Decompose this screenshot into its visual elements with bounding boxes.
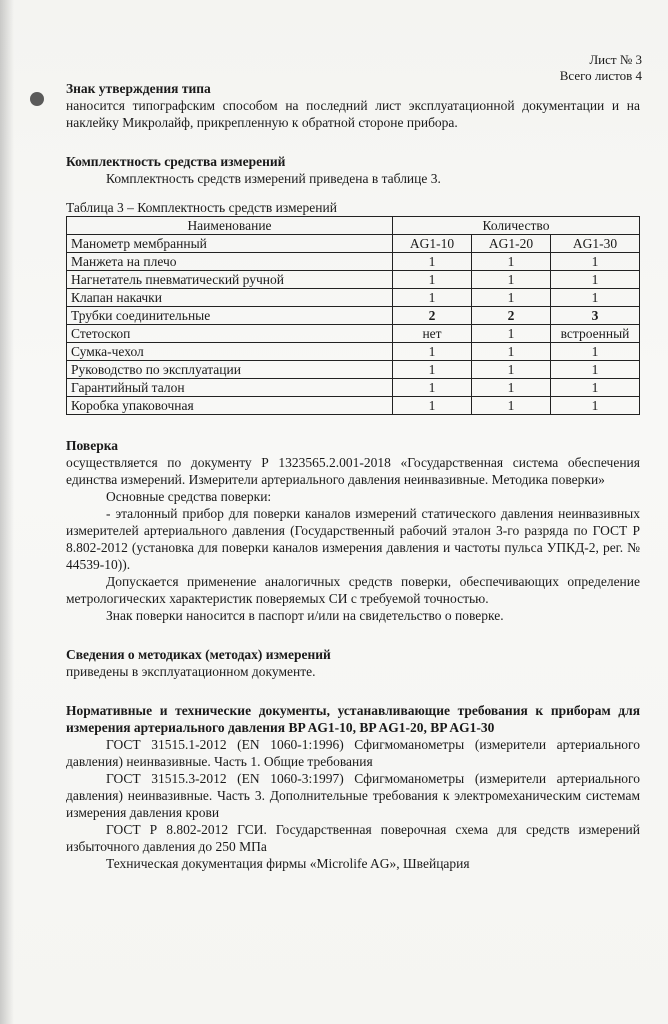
verification-text: осуществляется по документу Р 1323565.2.001-2018 «Государственная система обеспечения единства измерений. Измерители артериального давления неинвазивные. Методика поверки» (66, 455, 640, 487)
normative-heading: Нормативные и технические документы, устанавливающие требования к приборам для измерения артериального давления BP AG1-10, BP AG1-20, BP AG1-30 (66, 703, 640, 735)
verification-analog-note: Допускается применение аналогичных средств поверки, обеспечивающих определение метрологических характеристик поверяемых СИ с требуемой точностью. (66, 574, 640, 606)
table-row (67, 289, 640, 307)
qty-cell: 1 (472, 325, 551, 343)
qty-cell: 1 (472, 343, 551, 361)
model-header: AG1-20 (472, 235, 551, 253)
qty-cell: 1 (551, 289, 640, 307)
qty-cell: 1 (393, 343, 472, 361)
qty-cell: 2 (393, 307, 472, 325)
completeness-table (66, 216, 640, 415)
qty-cell: 1 (551, 379, 640, 397)
item-name: Сумка-чехол (67, 343, 393, 361)
type-mark-text: наносится типографским способом на последний лист эксплуатационной документации и на наклейку Микролайф, прикрепленную к обратной стороне прибора. (66, 98, 640, 130)
qty-cell: 2 (472, 307, 551, 325)
qty-cell: 1 (393, 271, 472, 289)
verification-mark-note: Знак поверки наносится в паспорт и/или на свидетельство о поверке. (106, 608, 504, 623)
qty-cell: 1 (393, 253, 472, 271)
normative-doc: ГОСТ 31515.1-2012 (EN 1060-1:1996) Сфигмоманометры (измерители артериального давления) неинвазивные. Часть 1. Общие требования (66, 737, 640, 769)
qty-cell: 1 (472, 379, 551, 397)
methods-heading: Сведения о методиках (методах) измерений (66, 647, 331, 662)
qty-cell: 1 (472, 289, 551, 307)
qty-cell: 1 (472, 361, 551, 379)
item-name: Нагнетатель пневматический ручной (67, 271, 393, 289)
qty-cell: встроенный (551, 325, 640, 343)
item-name: Клапан накачки (67, 289, 393, 307)
item-name: Стетоскоп (67, 325, 393, 343)
qty-cell: 1 (551, 271, 640, 289)
verification-means-label: Основные средства поверки: (106, 489, 272, 504)
table-header-row (67, 217, 640, 235)
normative-doc: ГОСТ 31515.3-2012 (EN 1060-3:1997) Сфигмоманометры (измерители артериального давления) неинвазивные. Часть 3. Дополнительные требования к электромеханическим системам измерения давления крови (66, 771, 640, 820)
table-models-row (67, 235, 640, 253)
qty-cell: 1 (551, 361, 640, 379)
device-name-cell: Манометр мембранный (67, 235, 393, 253)
sheet-number: Лист № 3 (589, 52, 642, 67)
completeness-text: Комплектность средств измерений приведена в таблице 3. (106, 171, 441, 186)
qty-cell: 1 (393, 379, 472, 397)
qty-cell: 1 (472, 397, 551, 415)
normative-doc: ГОСТ Р 8.802-2012 ГСИ. Государственная поверочная схема для средств измерений избыточного давления до 250 МПа (66, 822, 640, 854)
type-mark-heading: Знак утверждения типа (66, 81, 211, 96)
item-name: Гарантийный талон (67, 379, 393, 397)
qty-cell: 1 (393, 289, 472, 307)
qty-cell: нет (393, 325, 472, 343)
item-name: Манжета на плечо (67, 253, 393, 271)
table-row (67, 397, 640, 415)
item-name: Трубки соединительные (67, 307, 393, 325)
qty-cell: 1 (472, 253, 551, 271)
sheet-total: Всего листов 4 (559, 68, 642, 83)
table-row (67, 253, 640, 271)
document-body (66, 80, 640, 872)
item-name: Коробка упаковочная (67, 397, 393, 415)
col-qty-header: Количество (393, 217, 640, 235)
model-header: AG1-30 (551, 235, 640, 253)
item-name: Руководство по эксплуатации (67, 361, 393, 379)
col-name-header: Наименование (67, 217, 393, 235)
model-header: AG1-10 (393, 235, 472, 253)
table-row (67, 307, 640, 325)
qty-cell: 1 (551, 253, 640, 271)
verification-means-item: - эталонный прибор для поверки каналов измерений статического давления неинвазивных измерителей артериального давления (Государственный рабочий эталон 3-го разряда по ГОСТ Р 8.802-2012 (установка для поверки каналов измерения давления и частоты пульса УПКД-2, рег. № 44539-10)). (66, 506, 640, 572)
table-row (67, 271, 640, 289)
table-caption: Таблица 3 – Комплектность средств измерений (66, 200, 337, 215)
table-row (67, 379, 640, 397)
qty-cell: 1 (551, 343, 640, 361)
qty-cell: 1 (393, 361, 472, 379)
qty-cell: 1 (472, 271, 551, 289)
methods-text: приведены в эксплуатационном документе. (66, 664, 316, 679)
binder-hole-icon (30, 92, 44, 106)
table-row (67, 343, 640, 361)
qty-cell: 3 (551, 307, 640, 325)
completeness-heading: Комплектность средства измерений (66, 154, 286, 169)
table-row (67, 361, 640, 379)
page-edge-shadow (0, 0, 14, 1024)
verification-heading: Поверка (66, 438, 119, 453)
qty-cell: 1 (393, 397, 472, 415)
qty-cell: 1 (551, 397, 640, 415)
table-row (67, 325, 640, 343)
normative-doc: Техническая документация фирмы «Microlife AG», Швейцария (106, 856, 470, 871)
